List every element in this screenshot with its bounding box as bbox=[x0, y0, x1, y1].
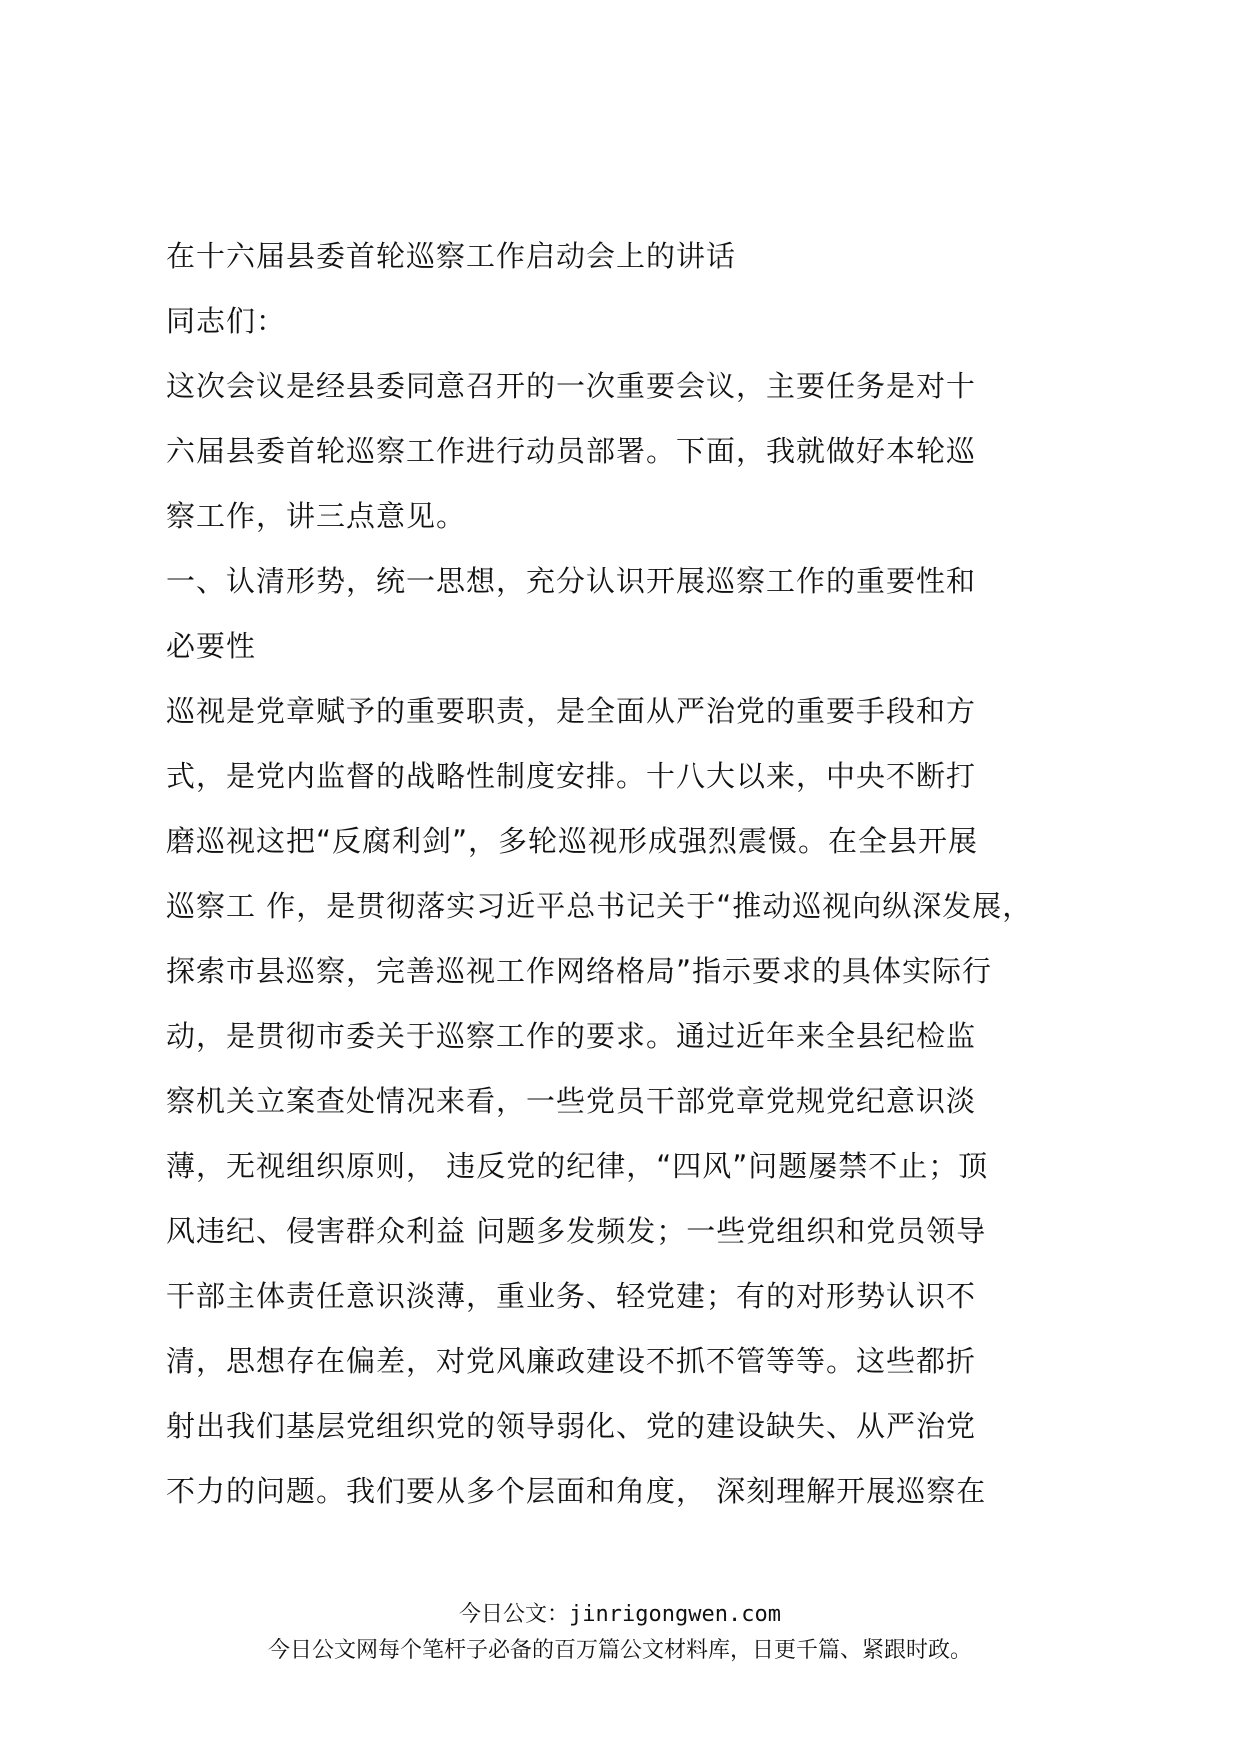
body-line: 察机关立案查处情况来看，一些党员干部党章党规党纪意识淡 bbox=[166, 1084, 977, 1118]
footer-site-url[interactable]: jinrigongwen.com bbox=[569, 1602, 781, 1627]
body-line: 巡视是党章赋予的重要职责，是全面从严治党的重要手段和方 bbox=[166, 694, 977, 728]
body-line: 探索市县巡察，完善巡视工作网络格局”指示要求的具体实际行 bbox=[166, 954, 993, 988]
footer-tagline: 今日公文网每个笔杆子必备的百万篇公文材料库，日更千篇、紧跟时政。 bbox=[267, 1638, 972, 1663]
body-line: 磨巡视这把“反腐利剑”，多轮巡视形成强烈震慑。在全县开展 bbox=[166, 824, 979, 858]
section-heading: 必要性 bbox=[166, 629, 257, 663]
body-line: 风违纪、侵害群众利益 问题多发频发；一些党组织和党员领导 bbox=[166, 1214, 987, 1248]
body-line: 式，是党内监督的战略性制度安排。十八大以来，中央不断打 bbox=[166, 759, 977, 793]
body-line: 射出我们基层党组织党的领导弱化、党的建设缺失、从严治党 bbox=[166, 1409, 977, 1443]
document-title: 在十六届县委首轮巡察工作启动会上的讲话 bbox=[166, 239, 737, 273]
document-body bbox=[166, 224, 1126, 1524]
body-line: 不力的问题。我们要从多个层面和角度， 深刻理解开展巡察在 bbox=[166, 1474, 987, 1508]
body-line: 清，思想存在偏差，对党风廉政建设不抓不管等等。这些都折 bbox=[166, 1344, 977, 1378]
body-line: 巡察工 作，是贯彻落实习近平总书记关于“推动巡视向纵深发展， bbox=[166, 889, 1033, 923]
body-line: 薄，无视组织原则， 违反党的纪律，“四风”问题屡禁不止；顶 bbox=[166, 1149, 989, 1183]
footer-source bbox=[0, 1597, 1240, 1628]
body-line: 干部主体责任意识淡薄，重业务、轻党建；有的对形势认识不 bbox=[166, 1279, 977, 1313]
body-line: 动，是贯彻市委关于巡察工作的要求。通过近年来全县纪检监 bbox=[166, 1019, 977, 1053]
body-line: 这次会议是经县委同意召开的一次重要会议，主要任务是对十 bbox=[166, 369, 977, 403]
body-line: 察工作，讲三点意见。 bbox=[166, 499, 467, 533]
footer-site-label: 今日公文： bbox=[459, 1602, 570, 1627]
section-heading: 一、认清形势，统一思想，充分认识开展巡察工作的重要性和 bbox=[166, 564, 977, 598]
salutation: 同志们： bbox=[166, 304, 287, 338]
body-line: 六届县委首轮巡察工作进行动员部署。下面，我就做好本轮巡 bbox=[166, 434, 977, 468]
